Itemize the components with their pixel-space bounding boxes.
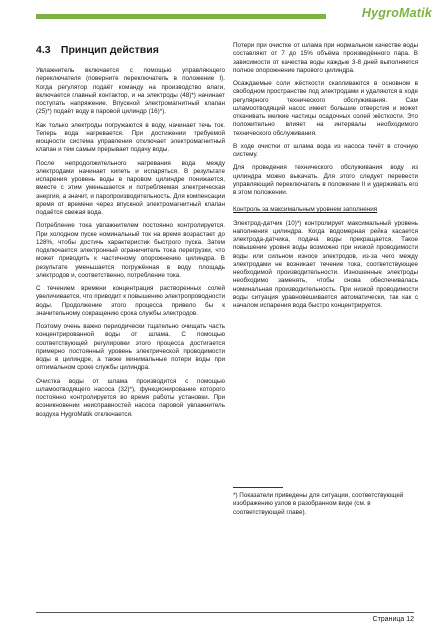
section-heading	[36, 44, 159, 56]
section-title: Принцип действия	[60, 44, 159, 56]
subsection-title: Контроль за максимальным уровнем заполнения	[233, 206, 378, 214]
paragraph: После непродолжительного нагревания вода между электродами начинает кипеть и испаряться. В результате испарения уровень воды в паровом цилиндре понижается, вместе с этим уменьшается и потребляемая электрическая энергия, а значит, и паропроизводительность. Для компенсации время от времени через впускной электромагнитный клапан подаётся свежая вода.	[36, 159, 225, 216]
paragraph: Как только электроды погружаются в воду, начинает течь ток. Теперь вода нагревается. При достижении требуемой мощности система управления отключает электромагнитный клапан и тем самым прерывает подачу воды.	[36, 121, 225, 154]
header-accent-bar	[36, 14, 326, 19]
left-column	[36, 67, 225, 424]
paragraph: Поэтому очень важно периодически тщательно очищать часть концентрированной воды от шлама. С помощью соответствующей регулировки этого процесса достигается примерно постоянный уровень электрической проводимости воды в цилиндре, а также минимальные потери воды при оптимальном сроке службы цилиндра.	[36, 323, 225, 372]
right-column	[233, 42, 418, 315]
paragraph: Потребление тока увлажнителем постоянно контролируется. При холодном пуске номинальный ток на время возрастает до 128%, чтобы достичь характеристик быстрого пуска. Затем подключается электронный ограничитель тока перегрузки, что может приводить к частичному опорожнению цилиндра. В результате уменьшается погружённая в воду площадь электродов и, соответственно, потребление тока.	[36, 222, 225, 279]
paragraph: С течением времени концентрация растворенных солей увеличивается, что приводит к повышению электропроводности воды. Продолжение этого процесса привело бы к значительному сокращению срока службы электродов.	[36, 285, 225, 317]
paragraph: Осаждаемые соли жёсткости скапливаются в основном в свободном пространстве под электродами и удаляются в ходе регулярного технического обслуживания. Сам шламоотводящий насос имеет большие отверстия и может откачивать мелкие частицы осадочных солей жёсткости. Это положительно влияет на интервалы необходимого технического обслуживания.	[233, 80, 418, 137]
paragraph: Очистка воды от шлама производится с помощью шламоотводящего насоса (32)*), функционирование которого постоянно контролируется во время работы установки. При возникновении неисправностей насоса паровой увлажнитель воздуха HygroMatik отключается.	[36, 377, 225, 418]
footnote	[233, 492, 418, 517]
page-header	[0, 0, 446, 28]
footnote-divider	[233, 487, 283, 488]
paragraph: Увлажнитель включается с помощью управляющего переключателя (поверните переключатель в положение I). Когда регулятор подаёт команду на производство влаги, включается главный контактор, и на электроды (48)*) начинает поступать напряжение. Впускной электромагнитный клапан (25)*) подаёт воду в паровой цилиндр (16)*).	[36, 67, 225, 116]
paragraph: Потери при очистке от шлама при нормальном качестве воды составляют от 7 до 15% объёма произведённого пара. В зависимости от качества воды каждые 3-8 дней выполняется полное опорожнение парового цилиндра.	[233, 42, 418, 74]
hygromatik-logo: HygroMatik	[361, 6, 432, 20]
paragraph: Электрод-датчик (10)*) контролирует максимальный уровень наполнения цилиндра. Когда водомерная рейка касается электрода-датчика, подача воды прекращается. Такое повышение уровня воды возможно при низкой проводимости воды или сильном износе электродов, из-за чего между электродами не возникает течение тока, соответствующее необходимой производительности. Изношенные электроды необходимо заменять, чтобы снова обеспечивалась номинальная производительность. При низкой проводимости воды ситуация уравновешивается автоматически, так как с началом испарения вода быстро концентрируется.	[233, 219, 418, 309]
section-number: 4.3	[36, 44, 51, 56]
footer-divider	[36, 612, 414, 613]
paragraph: Для проведения технического обслуживания воду из цилиндра можно выкачать. Для этого следует перевести управляющий переключатель в положение II и удерживать его в этом положении.	[233, 164, 418, 196]
page-number: Страница 12	[372, 616, 414, 623]
footnote-text: *) Показатели приведены для ситуации, соответствующей изображению узлов в разобранном виде (см. в соответствующей главе).	[233, 492, 404, 516]
paragraph: В ходе очистки от шлама вода из насоса течёт в сточную систему.	[233, 142, 418, 158]
